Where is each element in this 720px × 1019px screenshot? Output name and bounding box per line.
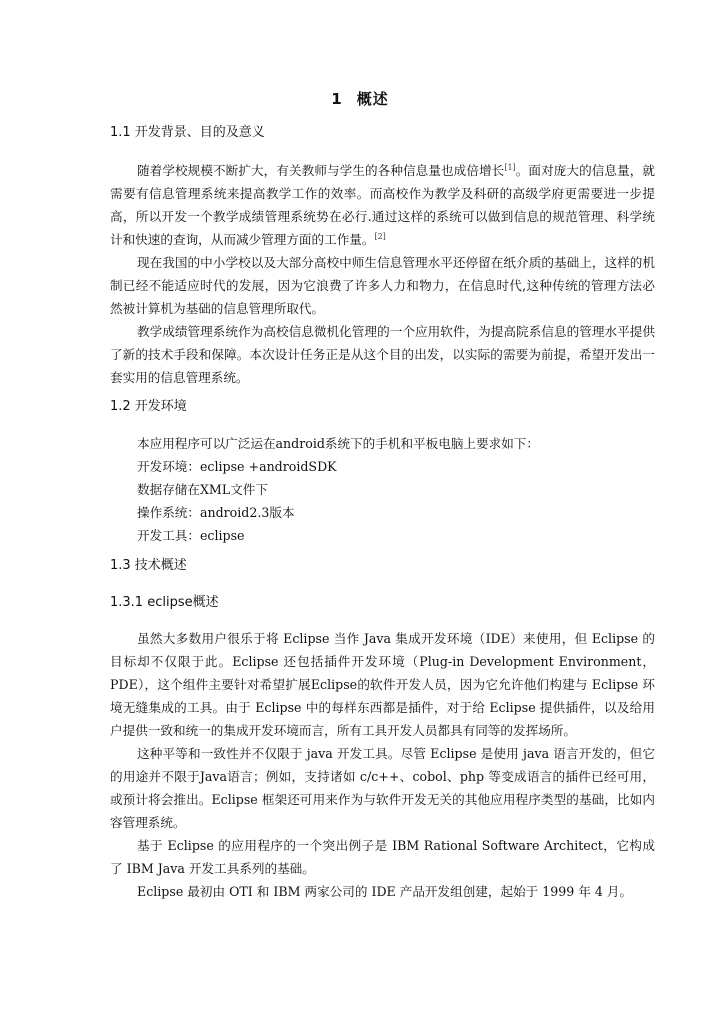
environment-intro: 本应用程序可以广泛运在android系统下的手机和平板电脑上要求如下： [137, 436, 539, 451]
environment-list [137, 432, 657, 547]
citation-2[interactable]: [2] [374, 231, 386, 241]
paragraph-background [110, 159, 655, 251]
paragraph-background-part1: 随着学校规模不断扩大，有关教师与学生的各种信息量也成倍增长 [137, 163, 505, 178]
section-1-3-1-body [110, 627, 655, 903]
paragraph-background-part2: 。面对庞大的信息量，就需要有信息管理系统来提高教学工作的效率。而高校作为教学及科研的高级学府更需要进一步提高，所以开发一个教学成绩管理系统势在必行.通过这样的系统可以做到信息的规范管理、科学统计和快速的查询，从而减少管理方面的工作量。 [110, 163, 656, 247]
paragraph-eclipse-languages: 这种平等和一致性并不仅限于 java 开发工具。尽管 Eclipse 是使用 java 语言开发的，但它的用途并不限于Java语言；例如，支持诸如 c/c++、cobol、php 等变成语言的插件已经可用，或预计将会推出。Eclipse 框架还可用来作为与软件开发无关的其他应用程序类型的基础，比如内容管理系统。 [110, 746, 655, 830]
paragraph-purpose: 教学成绩管理系统作为高校信息微机化管理的一个应用软件，为提高院系信息的管理水平提供了新的技术手段和保障。本次设计任务正是从这个目的出发，以实际的需要为前提，希望开发出一套实用的信息管理系统。 [110, 324, 655, 385]
section-heading-1-2: 1.2 开发环境 [110, 399, 187, 414]
paragraph-current-status: 现在我国的中小学校以及大部分高校中师生信息管理水平还停留在纸介质的基础上，这样的机制已经不能适应时代的发展，因为它浪费了许多人力和物力，在信息时代,这种传统的管理方法必然被计算机为基础的信息管理所取代。 [110, 255, 655, 316]
environment-dev-env: 开发环境：eclipse +androidSDK [137, 459, 337, 474]
environment-os: 操作系统：android2.3版本 [137, 505, 295, 520]
environment-tool: 开发工具：eclipse [137, 528, 245, 543]
environment-storage: 数据存储在XML文件下 [137, 482, 268, 497]
chapter-title-text: 概述 [356, 90, 389, 108]
chapter-number: 1 [331, 90, 343, 108]
citation-1[interactable]: [1] [504, 162, 516, 172]
paragraph-eclipse-history: Eclipse 最初由 OTI 和 IBM 两家公司的 IDE 产品开发组创建，起始于 1999 年 4 月。 [137, 884, 633, 899]
section-heading-1-3-1: 1.3.1 eclipse概述 [110, 595, 219, 610]
section-heading-1-3: 1.3 技术概述 [110, 558, 187, 573]
section-heading-1-1: 1.1 开发背景、目的及意义 [110, 125, 265, 140]
section-1-1-body [110, 159, 655, 389]
paragraph-eclipse-example: 基于 Eclipse 的应用程序的一个突出例子是 IBM Rational Software Architect，它构成了 IBM Java 开发工具系列的基础。 [110, 838, 655, 876]
chapter-title [0, 88, 720, 109]
paragraph-eclipse-intro: 虽然大多数用户很乐于将 Eclipse 当作 Java 集成开发环境（IDE）来使用，但 Eclipse 的目标却不仅限于此。Eclipse 还包括插件开发环境（Plug-in Development Environment，PDE），这个组件主要针对希望扩展Eclipse的软件开发人员，因为它允许他们构建与 Eclipse 环境无缝集成的工具。由于 Eclipse 中的每样东西都是插件，对于给 Eclipse 提供插件，以及给用户提供一致和统一的集成开发环境而言，所有工具开发人员都具有同等的发挥场所。 [110, 631, 655, 738]
